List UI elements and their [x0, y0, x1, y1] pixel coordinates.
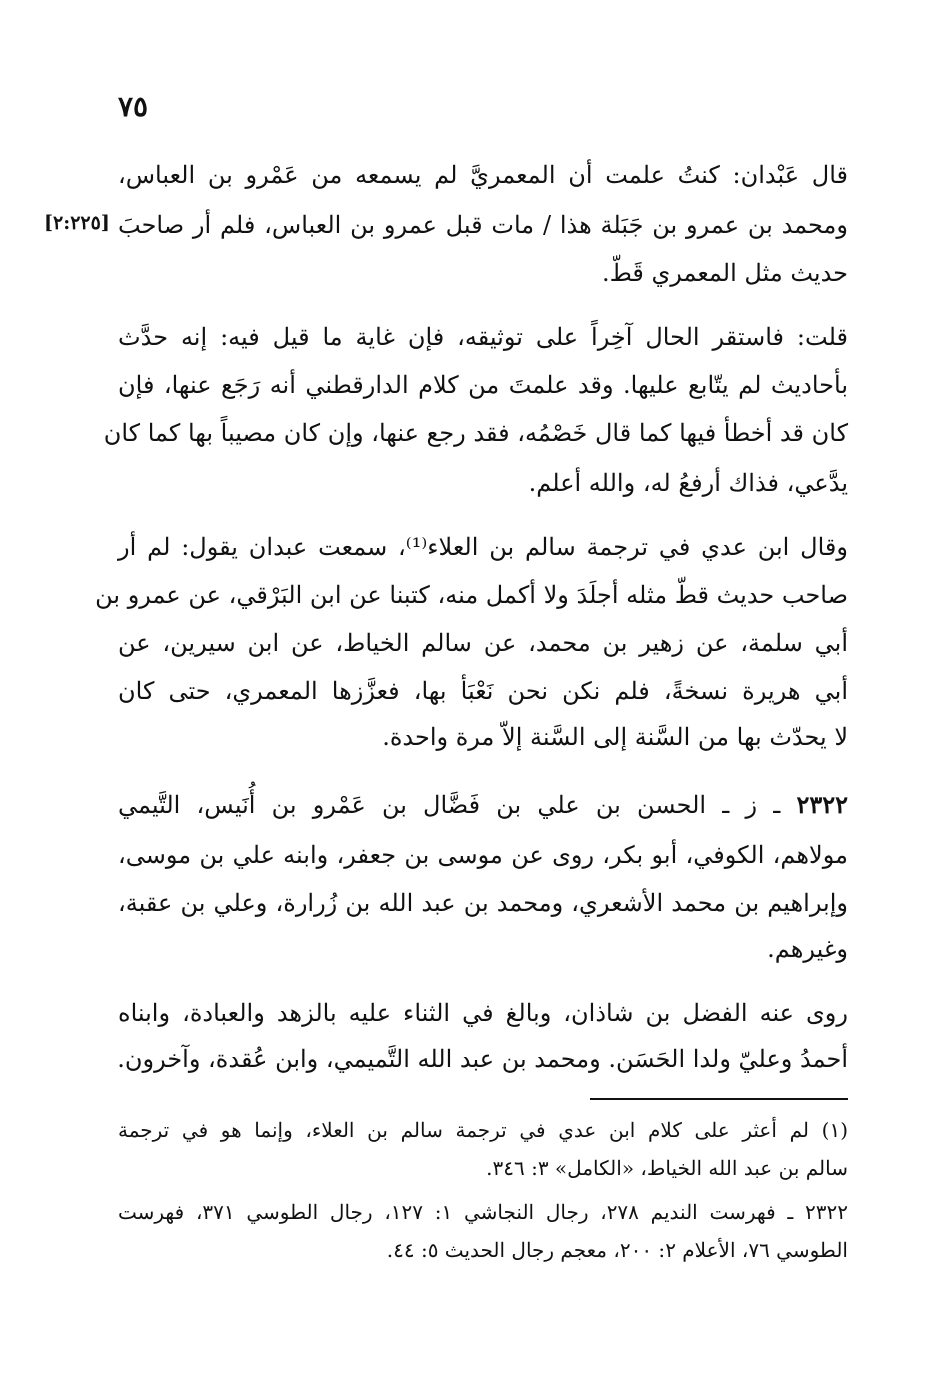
page-number: ٧٥: [118, 90, 149, 123]
footnote-1-line-2: سالم بن عبد الله الخياط، «الكامل» ٣: ٣٤٦.: [486, 1156, 848, 1180]
paragraph-1-line-2: ومحمد بن عمرو بن جَبَلة هذا / مات قبل عمرو بن العباس، فلم أر صاحبَ: [118, 211, 848, 239]
footnote-2-line-2: الطوسي ٧٦، الأعلام ٢: ٢٠٠، معجم رجال الحديث ٥: ٤٤.: [386, 1238, 848, 1262]
paragraph-2-line-3: كان قد أخطأ فيها كما قال خَصْمُه، فقد رجع عنها، وإن كان مصيباً بها كما كان: [103, 419, 848, 447]
paragraph-1-line-1: قال عَبْدان: كنتُ علمت أن المعمريَّ لم يسمعه من عَمْرو بن العباس،: [118, 161, 849, 189]
paragraph-2-line-2: بأحاديث لم يتّابع عليها. وقد علمتَ من كلام الدارقطني أنه رَجَع عنها، فإن: [118, 371, 848, 399]
marginal-reference: [٢:٢٢٥]: [44, 212, 110, 234]
paragraph-3-line-2: صاحب حديث قطّ مثله أجلَدَ ولا أكمل منه، كتبنا عن ابن البَرْقي، عن عمرو بن: [95, 581, 848, 609]
entry-2322-line-1: [118, 780, 848, 830]
entry-number: ٢٣٢٢: [796, 790, 848, 819]
entry-2322-line-2: مولاهم، الكوفي، أبو بكر، روى عن موسى بن جعفر، وابنه علي بن موسى،: [118, 841, 848, 869]
paragraph-3-line-5: لا يحدّث بها من السَّنة إلى السَّنة إلاّ مرة واحدة.: [382, 723, 848, 751]
paragraph-2-line-4: يدَّعي، فذاك أرفعُ له، والله أعلم.: [528, 469, 848, 497]
footnote-divider: [590, 1098, 848, 1100]
paragraph-3-line-4: أبي هريرة نسخةً، فلم نكن نحن نَعْبَأ بها، فعزَّزها المعمري، حتى كان: [118, 677, 848, 705]
paragraph-1-line-3: حديث مثل المعمري قَطّ.: [601, 259, 848, 287]
paragraph-3-line-3: أبي سلمة، عن زهير بن محمد، عن سالم الخياط، عن ابن سيرين، عن: [118, 629, 848, 657]
entry-2322-line-4: وغيرهم.: [767, 935, 848, 963]
paragraph-2-line-1: قلت: فاستقر الحال آخِراً على توثيقه، فإن غاية ما قيل فيه: إنه حدَّث: [118, 323, 848, 351]
paragraph-3-line-1: وقال ابن عدي في ترجمة سالم بن العلاء⁽¹⁾، سمعت عبدان يقول: لم أر: [118, 533, 848, 561]
paragraph-5-line-1: روى عنه الفضل بن شاذان، وبالغ في الثناء عليه بالزهد والعبادة، وابناه: [118, 999, 848, 1027]
footnote-2-line-1: ٢٣٢٢ ـ فهرست النديم ٢٧٨، رجال النجاشي ١: ١٢٧، رجال الطوسي ٣٧١، فهرست: [118, 1200, 848, 1224]
entry-2322-line-3: وإبراهيم بن محمد الأشعري، ومحمد بن عبد الله بن زُرارة، وعلي بن عقبة،: [118, 889, 848, 917]
entry-heading-text: ـ ز ـ الحسن بن علي بن فَضَّال بن عَمْرو بن أُنَيس، التَّيمي: [118, 791, 797, 819]
paragraph-5-line-2: أحمدُ وعليّ ولدا الحَسَن. ومحمد بن عبد الله التَّميمي، وابن عُقدة، وآخرون.: [117, 1045, 848, 1073]
footnote-1-line-1: (١) لم أعثر على كلام ابن عدي في ترجمة سالم بن العلاء، وإنما هو في ترجمة: [118, 1118, 848, 1142]
